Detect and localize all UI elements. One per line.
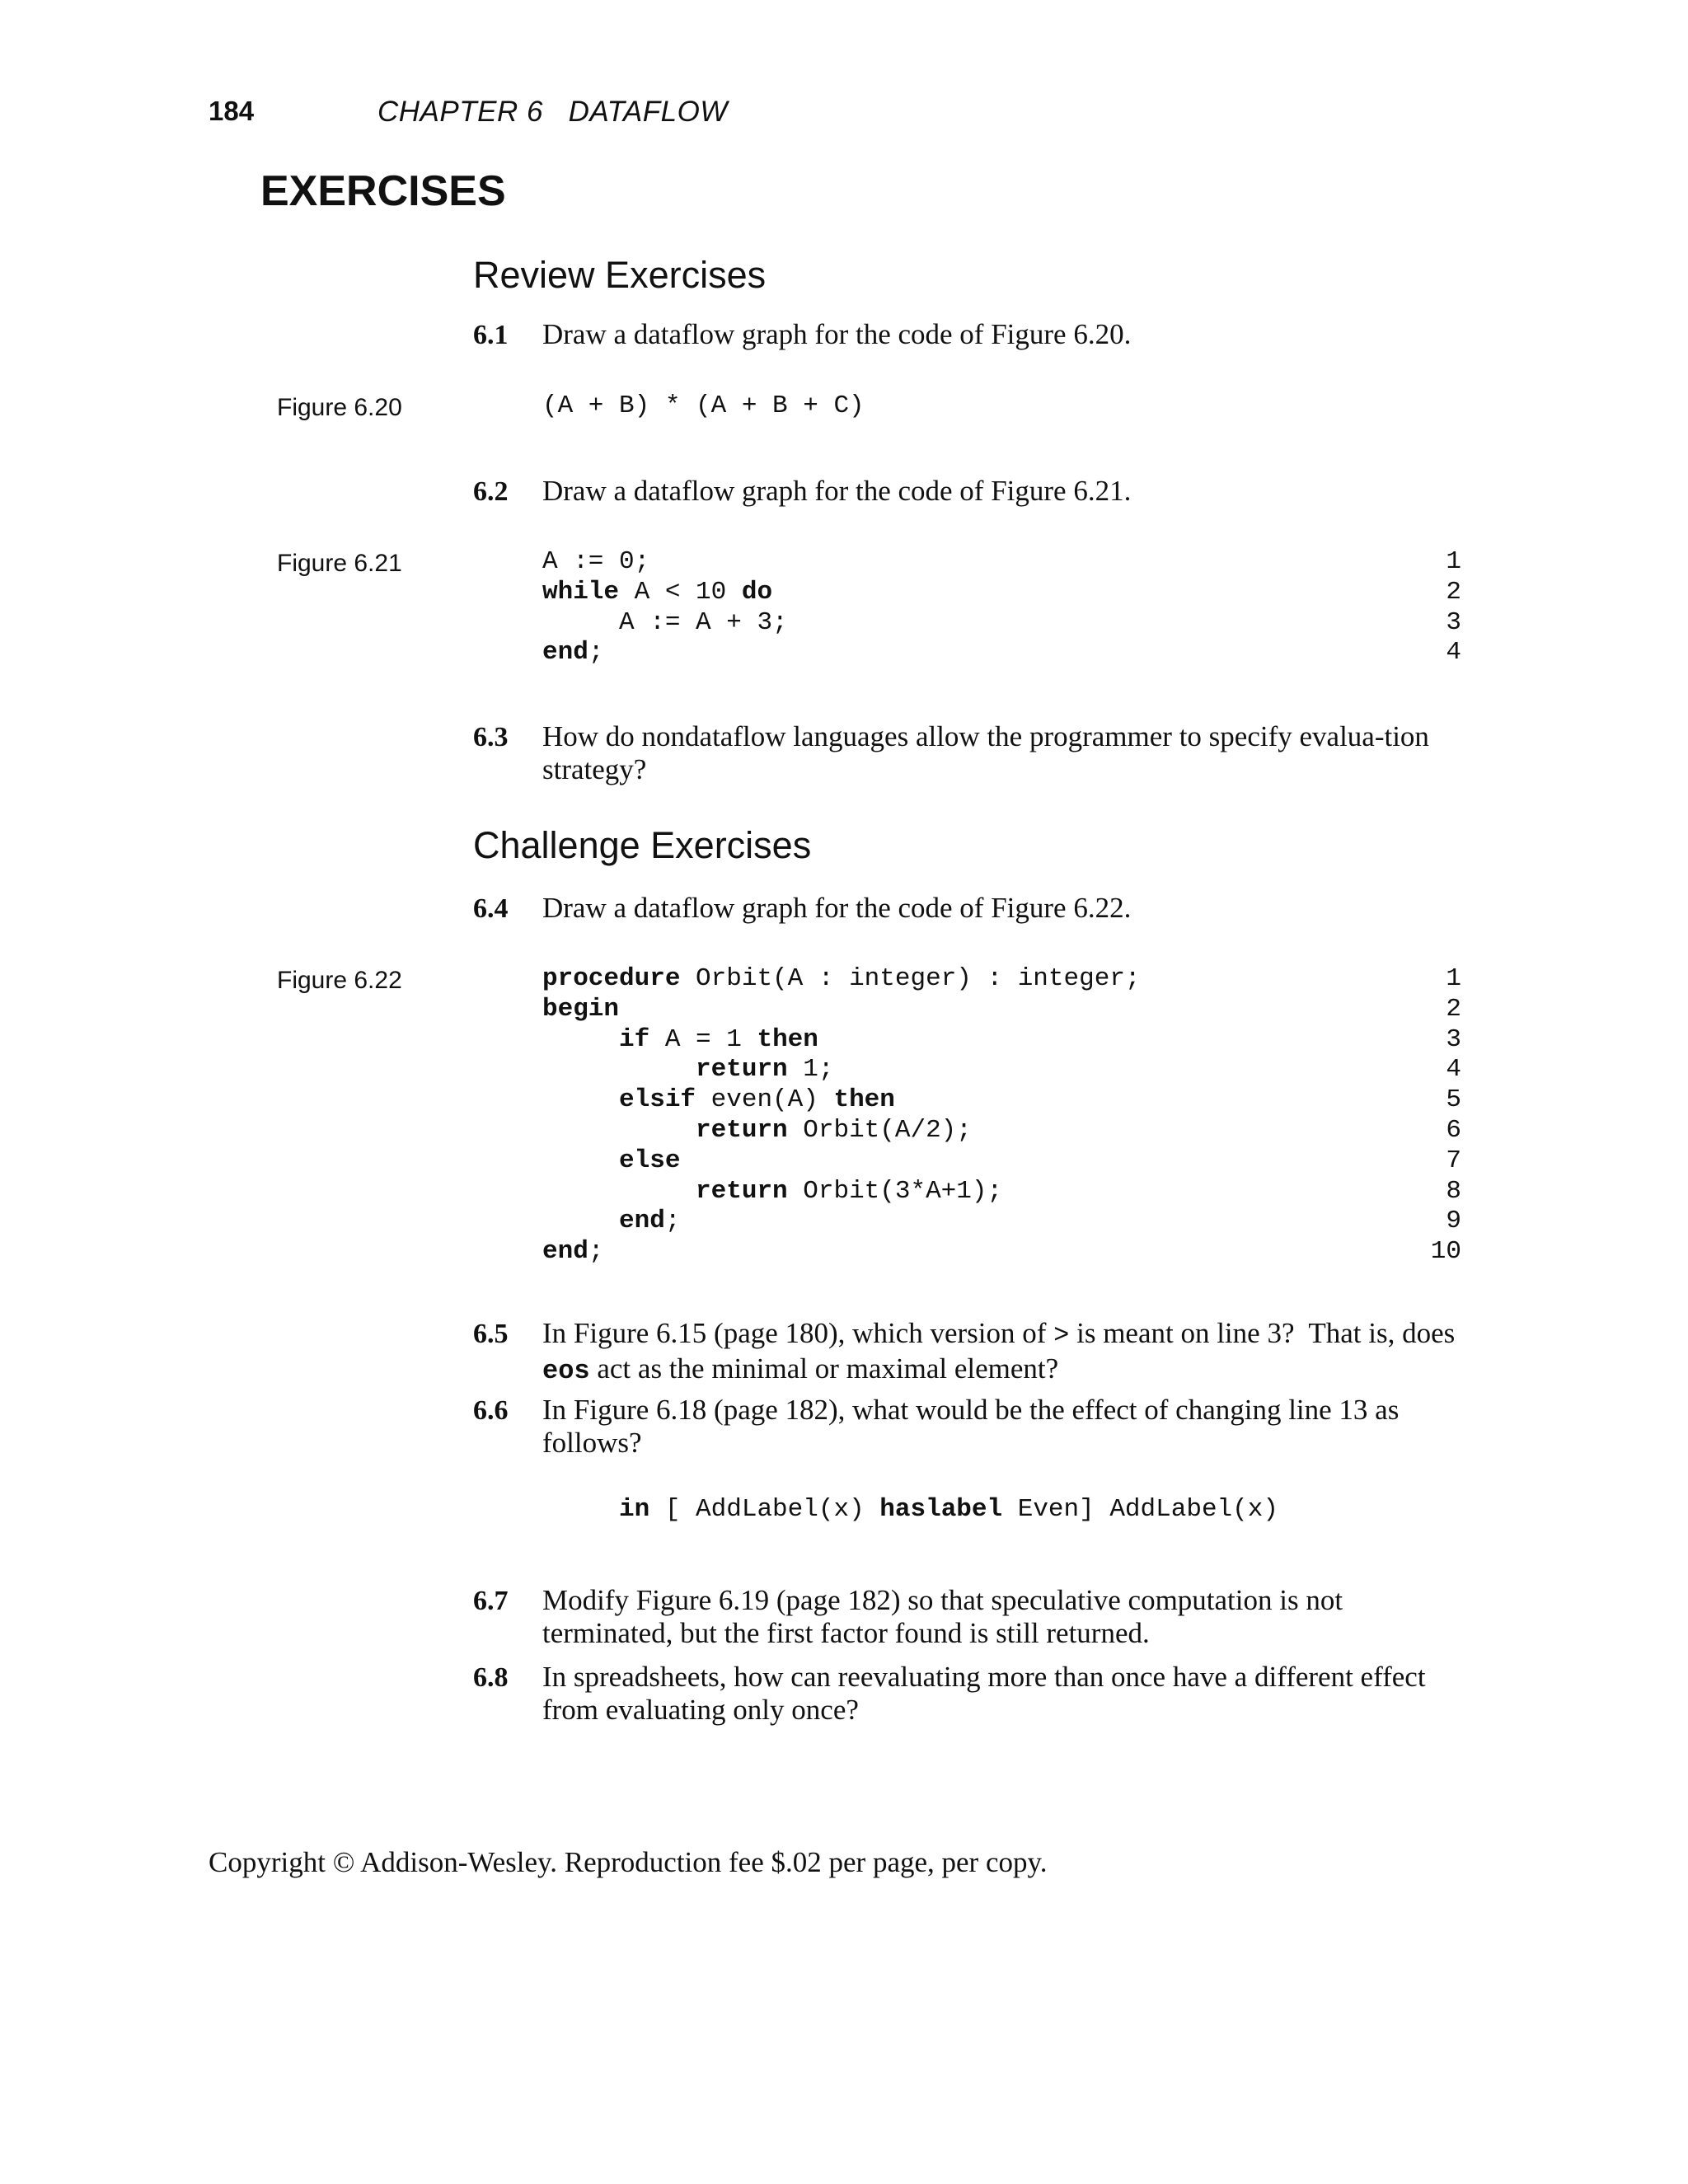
code-line	[542, 547, 1461, 578]
code-text: even(A)	[696, 1085, 834, 1115]
code-line	[542, 1207, 1461, 1237]
code-text: Even] AddLabel(x)	[1002, 1495, 1278, 1524]
page-number: 184	[209, 96, 255, 126]
code-indent	[542, 1055, 696, 1084]
code-indent	[542, 1177, 696, 1206]
challenge-exercises-heading: Challenge Exercises	[473, 824, 812, 866]
line-number: 3	[1446, 607, 1461, 637]
code-text: 1;	[787, 1055, 834, 1085]
code-keyword: then	[833, 1085, 895, 1115]
code-indent	[542, 1116, 696, 1145]
code-text: A = 1	[649, 1024, 757, 1054]
code-text: ;	[588, 638, 604, 668]
code-line	[542, 1116, 1461, 1146]
code-keyword: return	[696, 1055, 788, 1085]
exercise-6-5-number: 6.5	[473, 1319, 509, 1349]
code-line	[542, 1085, 1461, 1116]
code-keyword: procedure	[542, 964, 681, 993]
code-keyword: return	[696, 1176, 788, 1206]
line-number: 1	[1446, 547, 1461, 576]
exercise-6-7-number: 6.7	[473, 1586, 509, 1616]
eos-keyword: eos	[542, 1356, 590, 1386]
code-text: ;	[664, 1207, 681, 1236]
code-line	[542, 1146, 1461, 1177]
code-keyword: else	[619, 1146, 681, 1175]
line-number: 7	[1446, 1146, 1461, 1175]
code-line	[542, 638, 1461, 668]
figure-6-22-code	[542, 964, 1461, 1268]
exercise-6-5-text-part: is meant on line 3? That is, does	[1069, 1317, 1462, 1349]
code-text: [ AddLabel(x)	[649, 1495, 880, 1524]
code-keyword: end	[619, 1207, 665, 1236]
line-number: 9	[1446, 1207, 1461, 1236]
line-number: 4	[1446, 638, 1461, 668]
exercise-6-1-number: 6.1	[473, 320, 509, 350]
code-line	[542, 995, 1461, 1025]
exercise-6-8-text: In spreadsheets, how can reevaluating more than once have a different effect from evaluating only once?	[542, 1661, 1426, 1726]
code-text: A := 0;	[542, 547, 650, 576]
figure-6-20-code	[542, 391, 1461, 422]
code-line	[542, 1025, 1461, 1056]
code-keyword: then	[757, 1024, 818, 1054]
code-line	[542, 608, 1461, 639]
exercise-6-7-text: Modify Figure 6.19 (page 182) so that speculative computation is not terminated, but the first factor found is still returned.	[542, 1584, 1343, 1649]
code-line	[542, 964, 1461, 995]
code-keyword: return	[696, 1115, 788, 1145]
code-line: (A + B) * (A + B + C)	[542, 391, 865, 420]
code-keyword: while	[542, 577, 620, 607]
line-number: 1	[1446, 964, 1461, 993]
line-number: 10	[1430, 1237, 1461, 1267]
code-text: Orbit(A : integer) : integer;	[680, 964, 1141, 993]
line-number: 3	[1446, 1024, 1461, 1054]
exercise-6-2-number: 6.2	[473, 476, 509, 507]
exercise-6-3-text: How do nondataflow languages allow the programmer to specify evalua-tion strategy?	[542, 720, 1429, 785]
page-title: EXERCISES	[260, 167, 506, 215]
code-keyword: end	[542, 638, 588, 668]
line-number: 2	[1446, 994, 1461, 1024]
line-number: 6	[1446, 1115, 1461, 1145]
code-keyword: if	[619, 1024, 650, 1054]
line-number: 4	[1446, 1055, 1461, 1085]
code-text: A < 10	[619, 577, 742, 607]
code-indent	[542, 1495, 619, 1524]
line-number: 2	[1446, 577, 1461, 607]
exercise-6-5-text-part: In Figure 6.15 (page 180), which version of	[542, 1317, 1054, 1349]
line-number: 5	[1446, 1085, 1461, 1115]
exercise-6-4-text: Draw a dataflow graph for the code of Figure 6.22.	[542, 892, 1132, 924]
figure-6-20-label: Figure 6.20	[277, 394, 402, 421]
code-line	[542, 1177, 1461, 1207]
exercise-6-6-number: 6.6	[473, 1395, 509, 1426]
code-text: A := A + 3;	[619, 607, 788, 637]
exercise-6-3-number: 6.3	[473, 722, 509, 752]
exercise-6-5-text-part: act as the minimal or maximal element?	[589, 1352, 1059, 1385]
chapter-heading: CHAPTER 6 DATAFLOW	[377, 96, 728, 128]
exercise-6-1-text: Draw a dataflow graph for the code of Figure 6.20.	[542, 318, 1132, 350]
code-keyword: do	[741, 577, 773, 607]
exercise-6-4-number: 6.4	[473, 893, 509, 924]
code-text: Orbit(A/2);	[787, 1115, 972, 1145]
exercise-6-5-text	[542, 1317, 1461, 1388]
code-keyword: end	[542, 1237, 588, 1267]
code-keyword: in	[619, 1495, 650, 1524]
code-indent	[542, 1025, 619, 1054]
code-text: Orbit(3*A+1);	[787, 1176, 1003, 1206]
code-line	[542, 1495, 1461, 1526]
code-text: ;	[588, 1237, 604, 1267]
figure-6-21-label: Figure 6.21	[277, 550, 402, 577]
code-keyword: begin	[542, 994, 620, 1024]
code-line	[542, 1237, 1461, 1268]
exercise-6-6-text: In Figure 6.18 (page 182), what would be the effect of changing line 13 as follows?	[542, 1394, 1400, 1459]
code-keyword: elsif	[619, 1085, 696, 1115]
copyright-notice: Copyright © Addison-Wesley. Reproduction fee $.02 per page, per copy.	[209, 1846, 1048, 1878]
line-number: 8	[1446, 1176, 1461, 1206]
exercise-6-8-number: 6.8	[473, 1662, 509, 1693]
exercise-6-6-code	[542, 1495, 1461, 1526]
review-exercises-heading: Review Exercises	[473, 254, 767, 296]
code-indent	[542, 1085, 619, 1114]
code-line	[542, 578, 1461, 608]
code-indent	[542, 1146, 619, 1175]
figure-6-22-label: Figure 6.22	[277, 967, 402, 994]
greater-than-symbol: >	[1053, 1320, 1070, 1351]
figure-6-21-code	[542, 547, 1461, 668]
exercise-6-2-text: Draw a dataflow graph for the code of Figure 6.21.	[542, 475, 1132, 507]
code-line	[542, 1055, 1461, 1085]
code-keyword: haslabel	[879, 1495, 1003, 1524]
code-indent	[542, 608, 619, 637]
code-indent	[542, 1207, 619, 1235]
